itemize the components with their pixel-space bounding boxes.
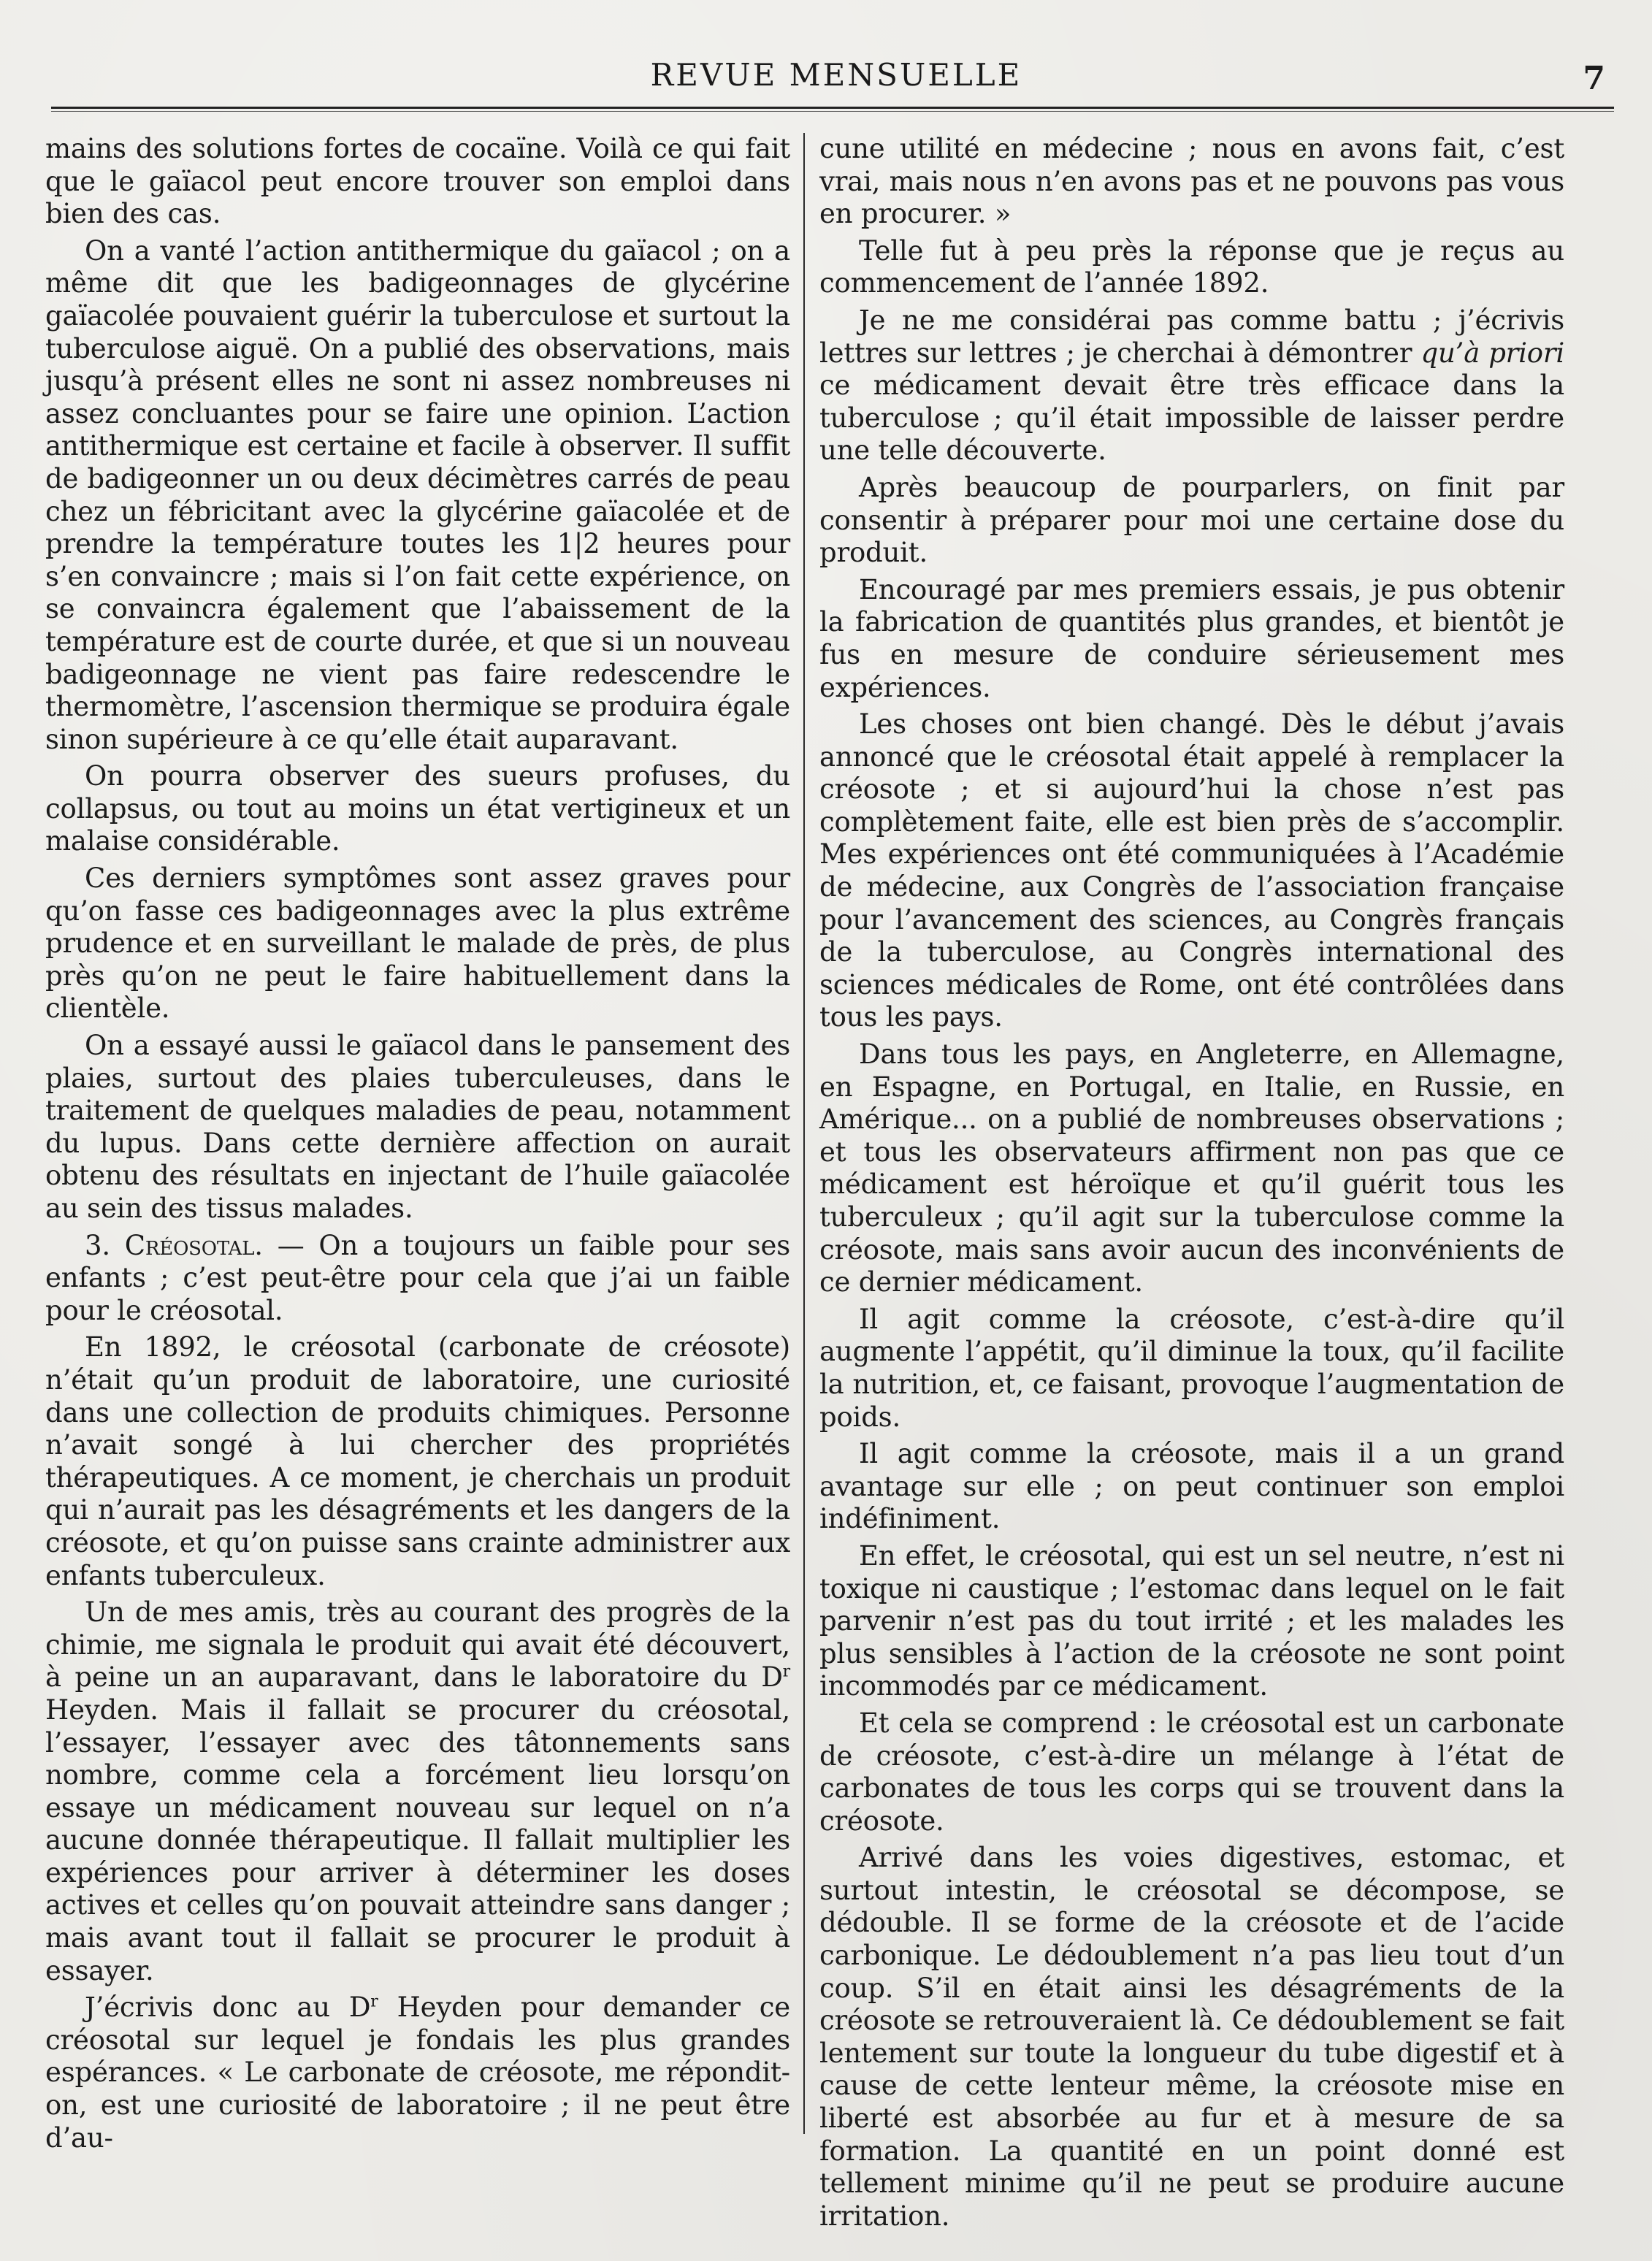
page-number: 7 (1583, 60, 1605, 97)
section-heading: Créosotal. (124, 1229, 263, 1261)
paragraph: Arrivé dans les voies digestives, estomac, et surtout intestin, le créosotal se décompose, se dédouble. Il se forme de la créosote et de l’acide carbonique. Le dédoublement n’a pas lieu tout d’un coup. S’il en était ainsi les désagréments de la créosote se retrouveraient là. Ce dédoublement se fait lentement sur toute la longueur du tube digestif et à cause de cette lenteur même, la créosote mise en liberté est absorbée au fur et à mesure de sa formation. La quantité en un point donné est tellement minime qu’il ne peut se produire aucune irritation. (819, 1842, 1564, 2232)
paragraph: Ces derniers symptômes sont assez graves pour qu’on fasse ces badigeonnages avec la plus extrême prudence et en surveillant le malade de près, de plus près qu’on ne peut le faire habituellement dans la clientèle. (45, 862, 790, 1025)
section-paragraph (45, 1230, 790, 1328)
paragraph: Les choses ont bien changé. Dès le début j’avais annoncé que le créosotal était appelé à remplacer la créosote ; et si aujourd’hui la chose n’est pas complètement faite, elle est bien près de s’accomplir. Mes expériences ont été communiquées à l’Académie de médecine, aux Congrès de l’association française pour l’avancement des sciences, au Congrès français de la tuberculose, au Congrès international des sciences médicales de Rome, ont été contrôlées dans tous les pays. (819, 708, 1564, 1033)
running-title: REVUE MENSUELLE (650, 57, 1022, 93)
paragraph (45, 1992, 790, 2154)
paragraph: mains des solutions fortes de cocaïne. Voilà ce qui fait que le gaïacol peut encore trouver son emploi dans bien des cas. (45, 133, 790, 230)
header-rule (51, 107, 1614, 109)
paragraph: On a essayé aussi le gaïacol dans le pansement des plaies, surtout des plaies tuberculeuses, dans le traitement de quelques maladies de peau, notamment du lupus. Dans cette dernière affection on aurait obtenu des résultats en injectant de l’huile gaïacolée au sein des tissus malades. (45, 1030, 790, 1224)
text-run: Je ne me considérai pas comme battu ; j’écrivis lettres sur lettres ; je cherchai à démontrer (819, 304, 1564, 369)
paragraph: En effet, le créosotal, qui est un sel neutre, n’est ni toxique ni caustique ; l’estomac dans lequel on le fait parvenir n’est pas du tout irrité ; et les malades les plus sensibles à l’action de la créosote ne sont point incommodés par ce médicament. (819, 1539, 1564, 1702)
italic-text: qu’à priori (1420, 337, 1564, 369)
text-run: J’écrivis donc au D (85, 1992, 371, 2024)
paragraph: On a vanté l’action antithermique du gaïacol ; on a même dit que les badigeonnages de glycérine gaïacolée pouvaient guérir la tuberculose et surtout la tuberculose aiguë. On a publié des observations, mais jusqu’à présent elles ne sont ni assez nombreuses ni assez concluantes pour se faire une opinion. L’action antithermique est certaine et facile à observer. Il suffit de badigeonner un ou deux décimètres carrés de peau chez un fébricitant avec la glycérine gaïacolée et de prendre la température toutes les 1|2 heures pour s’en convaincre ; mais si l’on fait cette expérience, on se convaincra également que l’abaissement de la température est de courte durée, et que si un nouveau badigeonnage ne vient pas faire redescendre le thermomètre, l’ascension thermique se produira égale sinon supérieure à ce qu’elle était auparavant. (45, 234, 790, 755)
paragraph: En 1892, le créosotal (carbonate de créosote) n’était qu’un produit de laboratoire, une curiosité dans une collection de produits chimiques. Personne n’avait songé à lui chercher des propriétés thérapeutiques. A ce moment, je cherchais un produit qui n’aurait pas les désagréments et les dangers de la créosote, et qu’on puisse sans crainte administrer aux enfants tuberculeux. (45, 1331, 790, 1591)
paragraph: cune utilité en médecine ; nous en avons fait, c’est vrai, mais nous n’en avons pas et ne pouvons pas vous en procurer. » (819, 133, 1564, 230)
page-header (51, 57, 1621, 108)
paragraph: Il agit comme la créosote, mais il a un grand avantage sur elle ; on peut continuer son emploi indéfiniment. (819, 1438, 1564, 1535)
paragraph: Il agit comme la créosote, c’est-à-dire qu’il augmente l’appétit, qu’il diminue la toux, qu’il facilite la nutrition, et, ce faisant, provoque l’augmentation de poids. (819, 1303, 1564, 1433)
section-text: — On a toujours un faible pour ses enfants ; c’est peut-être pour cela que j’ai un faible pour le créosotal. (45, 1229, 790, 1326)
text-run: ce médicament devait être très efficace dans la tuberculose ; qu’il était impossible de laisser perdre une telle découverte. (819, 370, 1564, 467)
column-divider (803, 133, 805, 2134)
paragraph: Dans tous les pays, en Angleterre, en Allemagne, en Espagne, en Portugal, en Italie, en Russie, en Amérique... on a publié de nombreuses observations ; et tous les observateurs affirment non pas que ce médicament est héroïque et qu’il guérit tous les tuberculeux ; qu’il agit sur la tuberculose comme la créosote, mais sans avoir aucun des inconvénients de ce dernier médicament. (819, 1038, 1564, 1298)
paragraph: Après beaucoup de pourparlers, on finit par consentir à préparer pour moi une certaine dose du produit. (819, 471, 1564, 569)
paragraph: Et cela se comprend : le créosotal est un carbonate de créosote, c’est-à-dire un mélange à l’état de carbonates de tous les corps qui se trouvent dans la créosote. (819, 1707, 1564, 1837)
paragraph: Encouragé par mes premiers essais, je pus obtenir la fabrication de quantités plus grandes, et bientôt je fus en mesure de conduire sérieusement mes expériences. (819, 573, 1564, 703)
text-run: Heyden pour demander ce créosotal sur lequel je fondais les plus grandes espérances. « Le carbonate de créosote, me répondit-on, est une curiosité de laboratoire ; il ne peut être d’au- (45, 1992, 790, 2154)
superscript: r (782, 1662, 790, 1681)
paragraph (45, 1596, 790, 1987)
left-column (45, 133, 790, 2222)
paragraph: On pourra observer des sueurs profuses, du collapsus, ou tout au moins un état vertigineux et un malaise considérable. (45, 760, 790, 857)
superscript: r (370, 1992, 378, 2011)
paragraph (819, 305, 1564, 467)
text-run: Un de mes amis, très au courant des progrès de la chimie, me signala le produit qui avait été découvert, à peine un an auparavant, dans le laboratoire du D (45, 1596, 790, 1694)
right-column (819, 133, 1564, 2232)
text-run: Heyden. Mais il fallait se procurer du créosotal, l’essayer, l’essayer avec des tâtonnements sans nombre, comme cela a forcément lieu lorsqu’on essaye un médicament nouveau sur lequel on n’a aucune donnée thérapeutique. Il fallait multiplier les expériences pour arriver à déterminer les doses actives et celles qu’on pouvait atteindre sans danger ; mais avant tout il fallait se procurer le produit à essayer. (45, 1694, 790, 1986)
header-rule-thin (51, 111, 1614, 112)
section-number: 3. (85, 1229, 110, 1261)
paragraph: Telle fut à peu près la réponse que je reçus au commencement de l’année 1892. (819, 234, 1564, 299)
